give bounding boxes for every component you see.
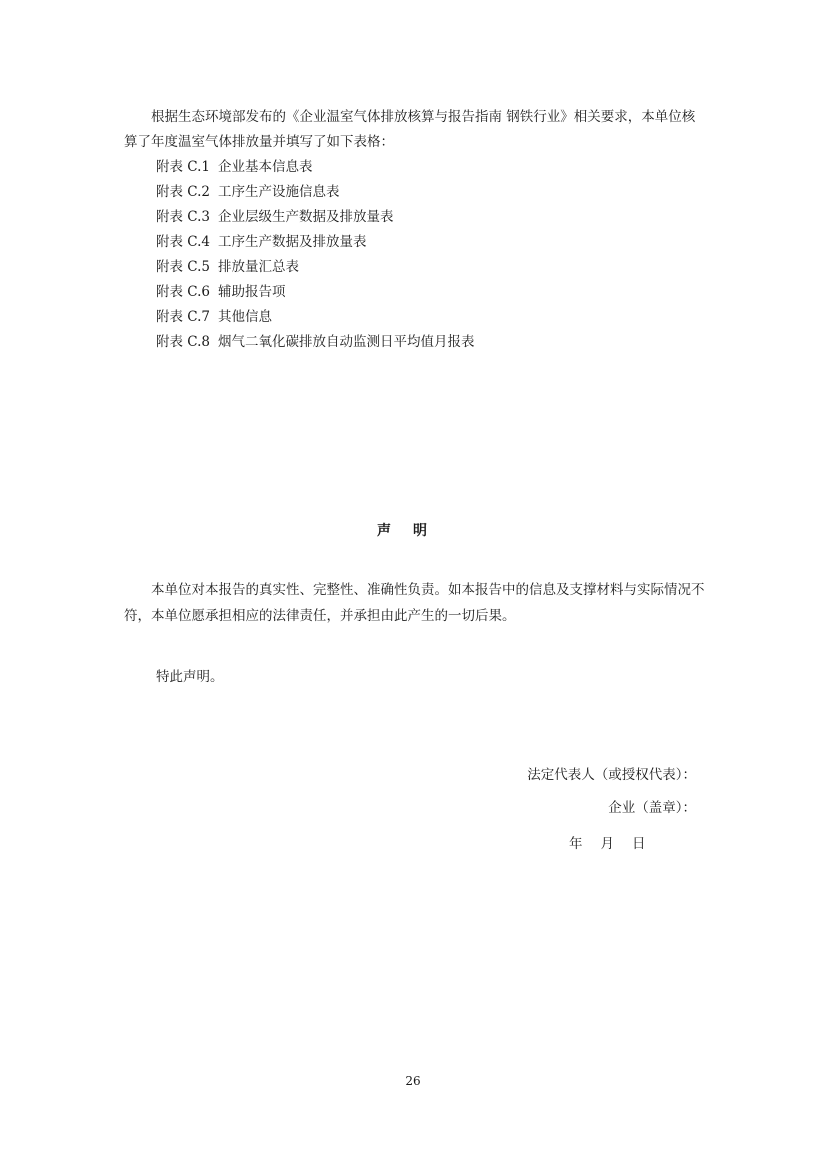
declaration-title: 声明 — [377, 523, 449, 539]
declaration-body: 本单位对本报告的真实性、完整性、准确性负责。如本报告中的信息及支撑材料与实际情况不符，本单位愿承担相应的法律责任，并承担由此产生的一切后果。 — [124, 582, 705, 624]
intro-section — [124, 105, 704, 155]
appendix-item — [156, 305, 475, 330]
appendix-title: 辅助报告项 — [218, 284, 286, 300]
appendix-code: 附表 C.8 — [156, 334, 211, 350]
page-number: 26 — [405, 1074, 421, 1088]
legal-representative-line: 法定代表人（或授权代表）： — [527, 767, 696, 783]
appendix-code: 附表 C.7 — [156, 309, 211, 325]
appendix-code: 附表 C.1 — [156, 159, 211, 175]
appendix-code: 附表 C.6 — [156, 284, 211, 300]
appendix-item — [156, 230, 475, 255]
intro-paragraph: 根据生态环境部发布的《企业温室气体排放核算与报告指南 钢铁行业》相关要求，本单位核算了年度温室气体排放量并填写了如下表格： — [124, 109, 696, 150]
date-line — [569, 832, 664, 856]
appendix-item — [156, 280, 475, 305]
appendix-title: 企业基本信息表 — [218, 159, 313, 175]
appendix-item — [156, 330, 475, 355]
appendix-title: 工序生产数据及排放量表 — [218, 234, 367, 250]
appendix-item — [156, 205, 475, 230]
declaration-closing: 特此声明。 — [156, 669, 224, 685]
appendix-item — [156, 180, 475, 205]
appendix-title: 工序生产设施信息表 — [218, 184, 340, 200]
appendix-item — [156, 255, 475, 280]
appendix-code: 附表 C.4 — [156, 234, 211, 250]
appendix-list — [156, 155, 475, 355]
appendix-code: 附表 C.3 — [156, 209, 211, 225]
appendix-title: 企业层级生产数据及排放量表 — [218, 209, 394, 225]
appendix-item — [156, 155, 475, 180]
date-month-label: 月 — [600, 836, 614, 852]
appendix-code: 附表 C.2 — [156, 184, 211, 200]
appendix-title: 其他信息 — [218, 309, 273, 325]
appendix-code: 附表 C.5 — [156, 259, 211, 275]
appendix-title: 排放量汇总表 — [218, 259, 300, 275]
date-day-label: 日 — [632, 836, 646, 852]
date-year-label: 年 — [569, 836, 583, 852]
company-seal-line: 企业（盖章）： — [608, 800, 696, 816]
appendix-title: 烟气二氧化碳排放自动监测日平均值月报表 — [218, 334, 475, 350]
